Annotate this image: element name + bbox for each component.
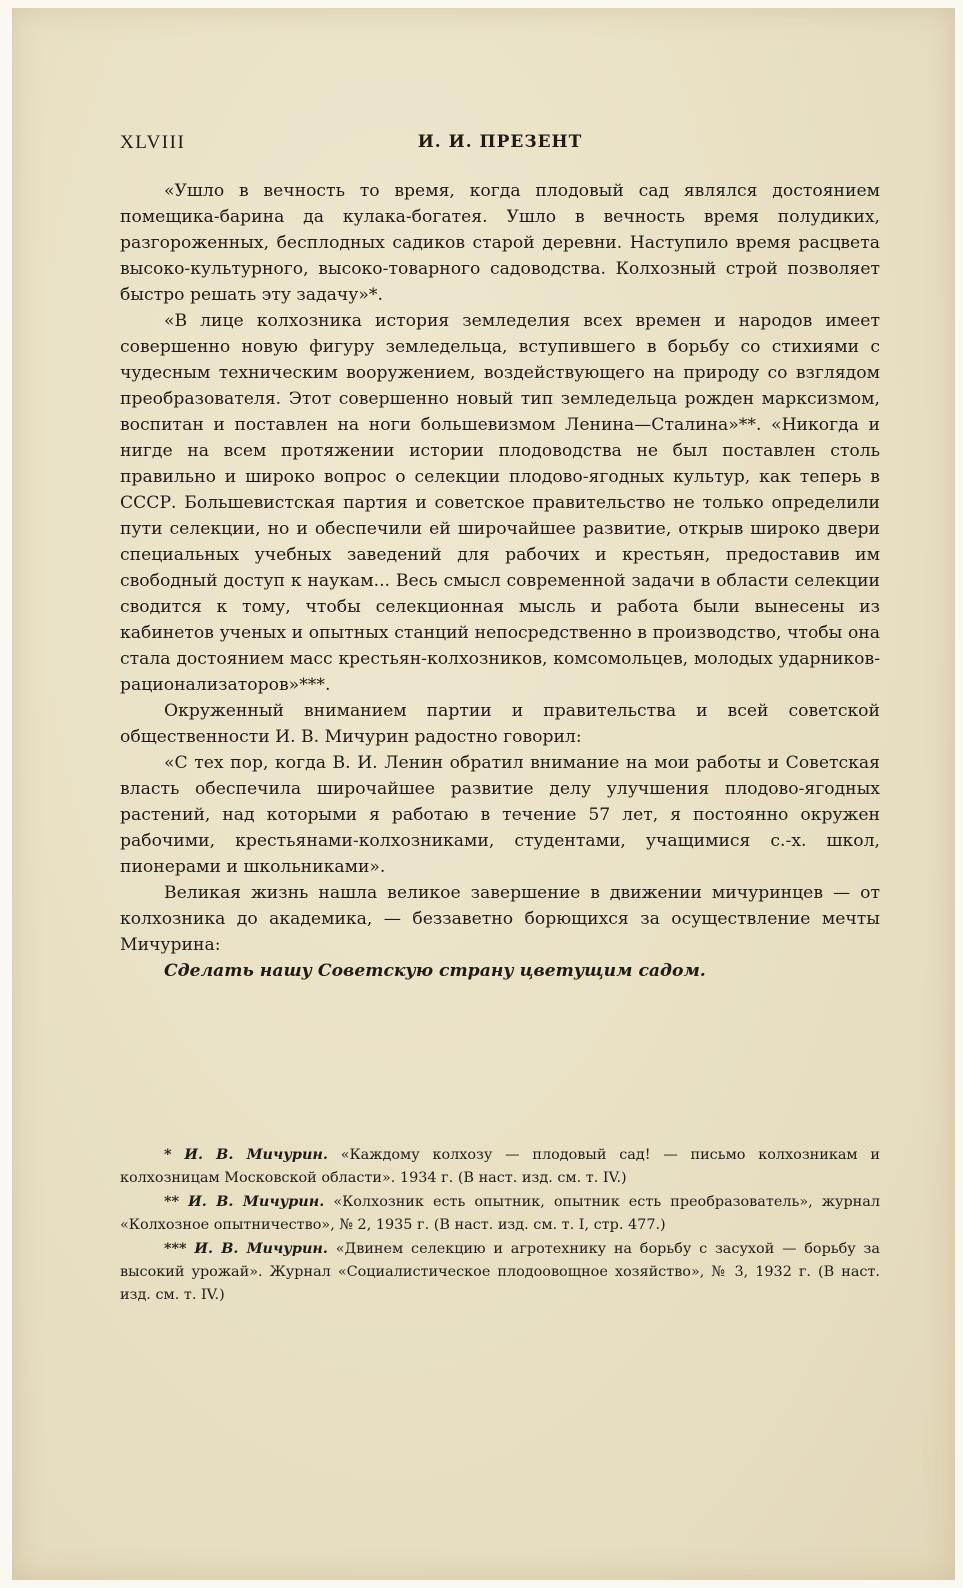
footnote-text: «Двинем селекцию и агротехнику на борьбу с засухой — борьбу за высокий урожай». Журнал «Социалистическое плодоовощное хозяйство», № 3, 1932 г. (В наст. изд. см. т. IV.): [120, 1241, 880, 1303]
paragraph: «В лице колхозника история земледелия всех времен и народов имеет совершенно новую фигуру земледельца, вступившего в борьбу со стихиями с чудесным техническим вооружением, воздействующего на природу со взглядом преобразователя. Этот совершенно новый тип земледельца рожден марксизмом, воспитан и поставлен на ноги большевизмом Ленина—Сталина»**. «Никогда и нигде на всем протяжении истории плодоводства не был поставлен столь правильно и широко вопрос о селекции плодово-ягодных культур, как теперь в СССР. Большевистская партия и советское правительство не только определили пути селекции, но и обеспечили ей широчайшее развитие, открыв широко двери специальных учебных заведений для рабочих и крестьян, предоставив им свободный доступ к наукам... Весь смысл современной задачи в области селекции сводится к тому, чтобы селекционная мысль и работа были вынесены из кабинетов ученых и опытных станций непосредственно в производство, чтобы она стала достоянием масс крестьян-колхозников, комсомольцев, молодых ударников-рационализаторов»***.: [120, 311, 880, 695]
paragraph: Великая жизнь нашла великое завершение в движении мичуринцев — от колхозника до академика, — беззаветно борющихся за осуществление мечты Мичурина:: [120, 883, 880, 955]
closing-line: Сделать нашу Советскую страну цветущим садом.: [164, 961, 706, 981]
footnotes: [120, 1143, 880, 1307]
running-title: И. И. ПРЕЗЕНТ: [417, 132, 583, 152]
paragraph: Окруженный вниманием партии и правительства и всей советской общественности И. В. Мичурин радостно говорил:: [120, 701, 880, 747]
footnote-author: И. В. Мичурин.: [188, 1193, 325, 1210]
footnote-text: «Каждому колхозу — плодовый сад! — письмо колхозникам и колхозницам Московской области». 1934 г. (В наст. изд. см. т. IV.): [120, 1147, 881, 1186]
footnote-mark: **: [164, 1193, 180, 1210]
page-number: XLVIII: [120, 132, 186, 153]
book-page: [12, 8, 955, 1580]
footnote: [120, 1143, 880, 1190]
footnote-text: «Колхозник есть опытник, опытник есть преобразователь», журнал «Колхозное опытничество», № 2, 1935 г. (В наст. изд. см. т. I, стр. 477.): [120, 1194, 880, 1233]
paragraph: «С тех пор, когда В. И. Ленин обратил внимание на мои работы и Советская власть обеспечила широчайшее развитие делу улучшения плодово-ягодных растений, над которыми я работаю в течение 57 лет, я постоянно окружен рабочими, крестьянами-колхозниками, студентами, учащимися с.-х. школ, пионерами и школьниками».: [120, 753, 880, 877]
footnote: [120, 1190, 880, 1237]
paragraph: «Ушло в вечность то время, когда плодовый сад являлся достоянием помещика-барина да кулака-богатея. Ушло в вечность время полудиких, разгороженных, бесплодных садиков старой деревни. Наступило время расцвета высоко-культурного, высоко-товарного садоводства. Колхозный строй позволяет быстро решать эту задачу»*.: [120, 181, 880, 305]
footnote-mark: ***: [164, 1240, 187, 1257]
running-head: [120, 132, 880, 156]
footnote: [120, 1237, 880, 1307]
footnote-mark: *: [164, 1146, 172, 1163]
footnote-author: И. В. Мичурин.: [184, 1146, 328, 1163]
footnote-author: И. В. Мичурин.: [194, 1240, 328, 1257]
main-text: [120, 178, 880, 984]
